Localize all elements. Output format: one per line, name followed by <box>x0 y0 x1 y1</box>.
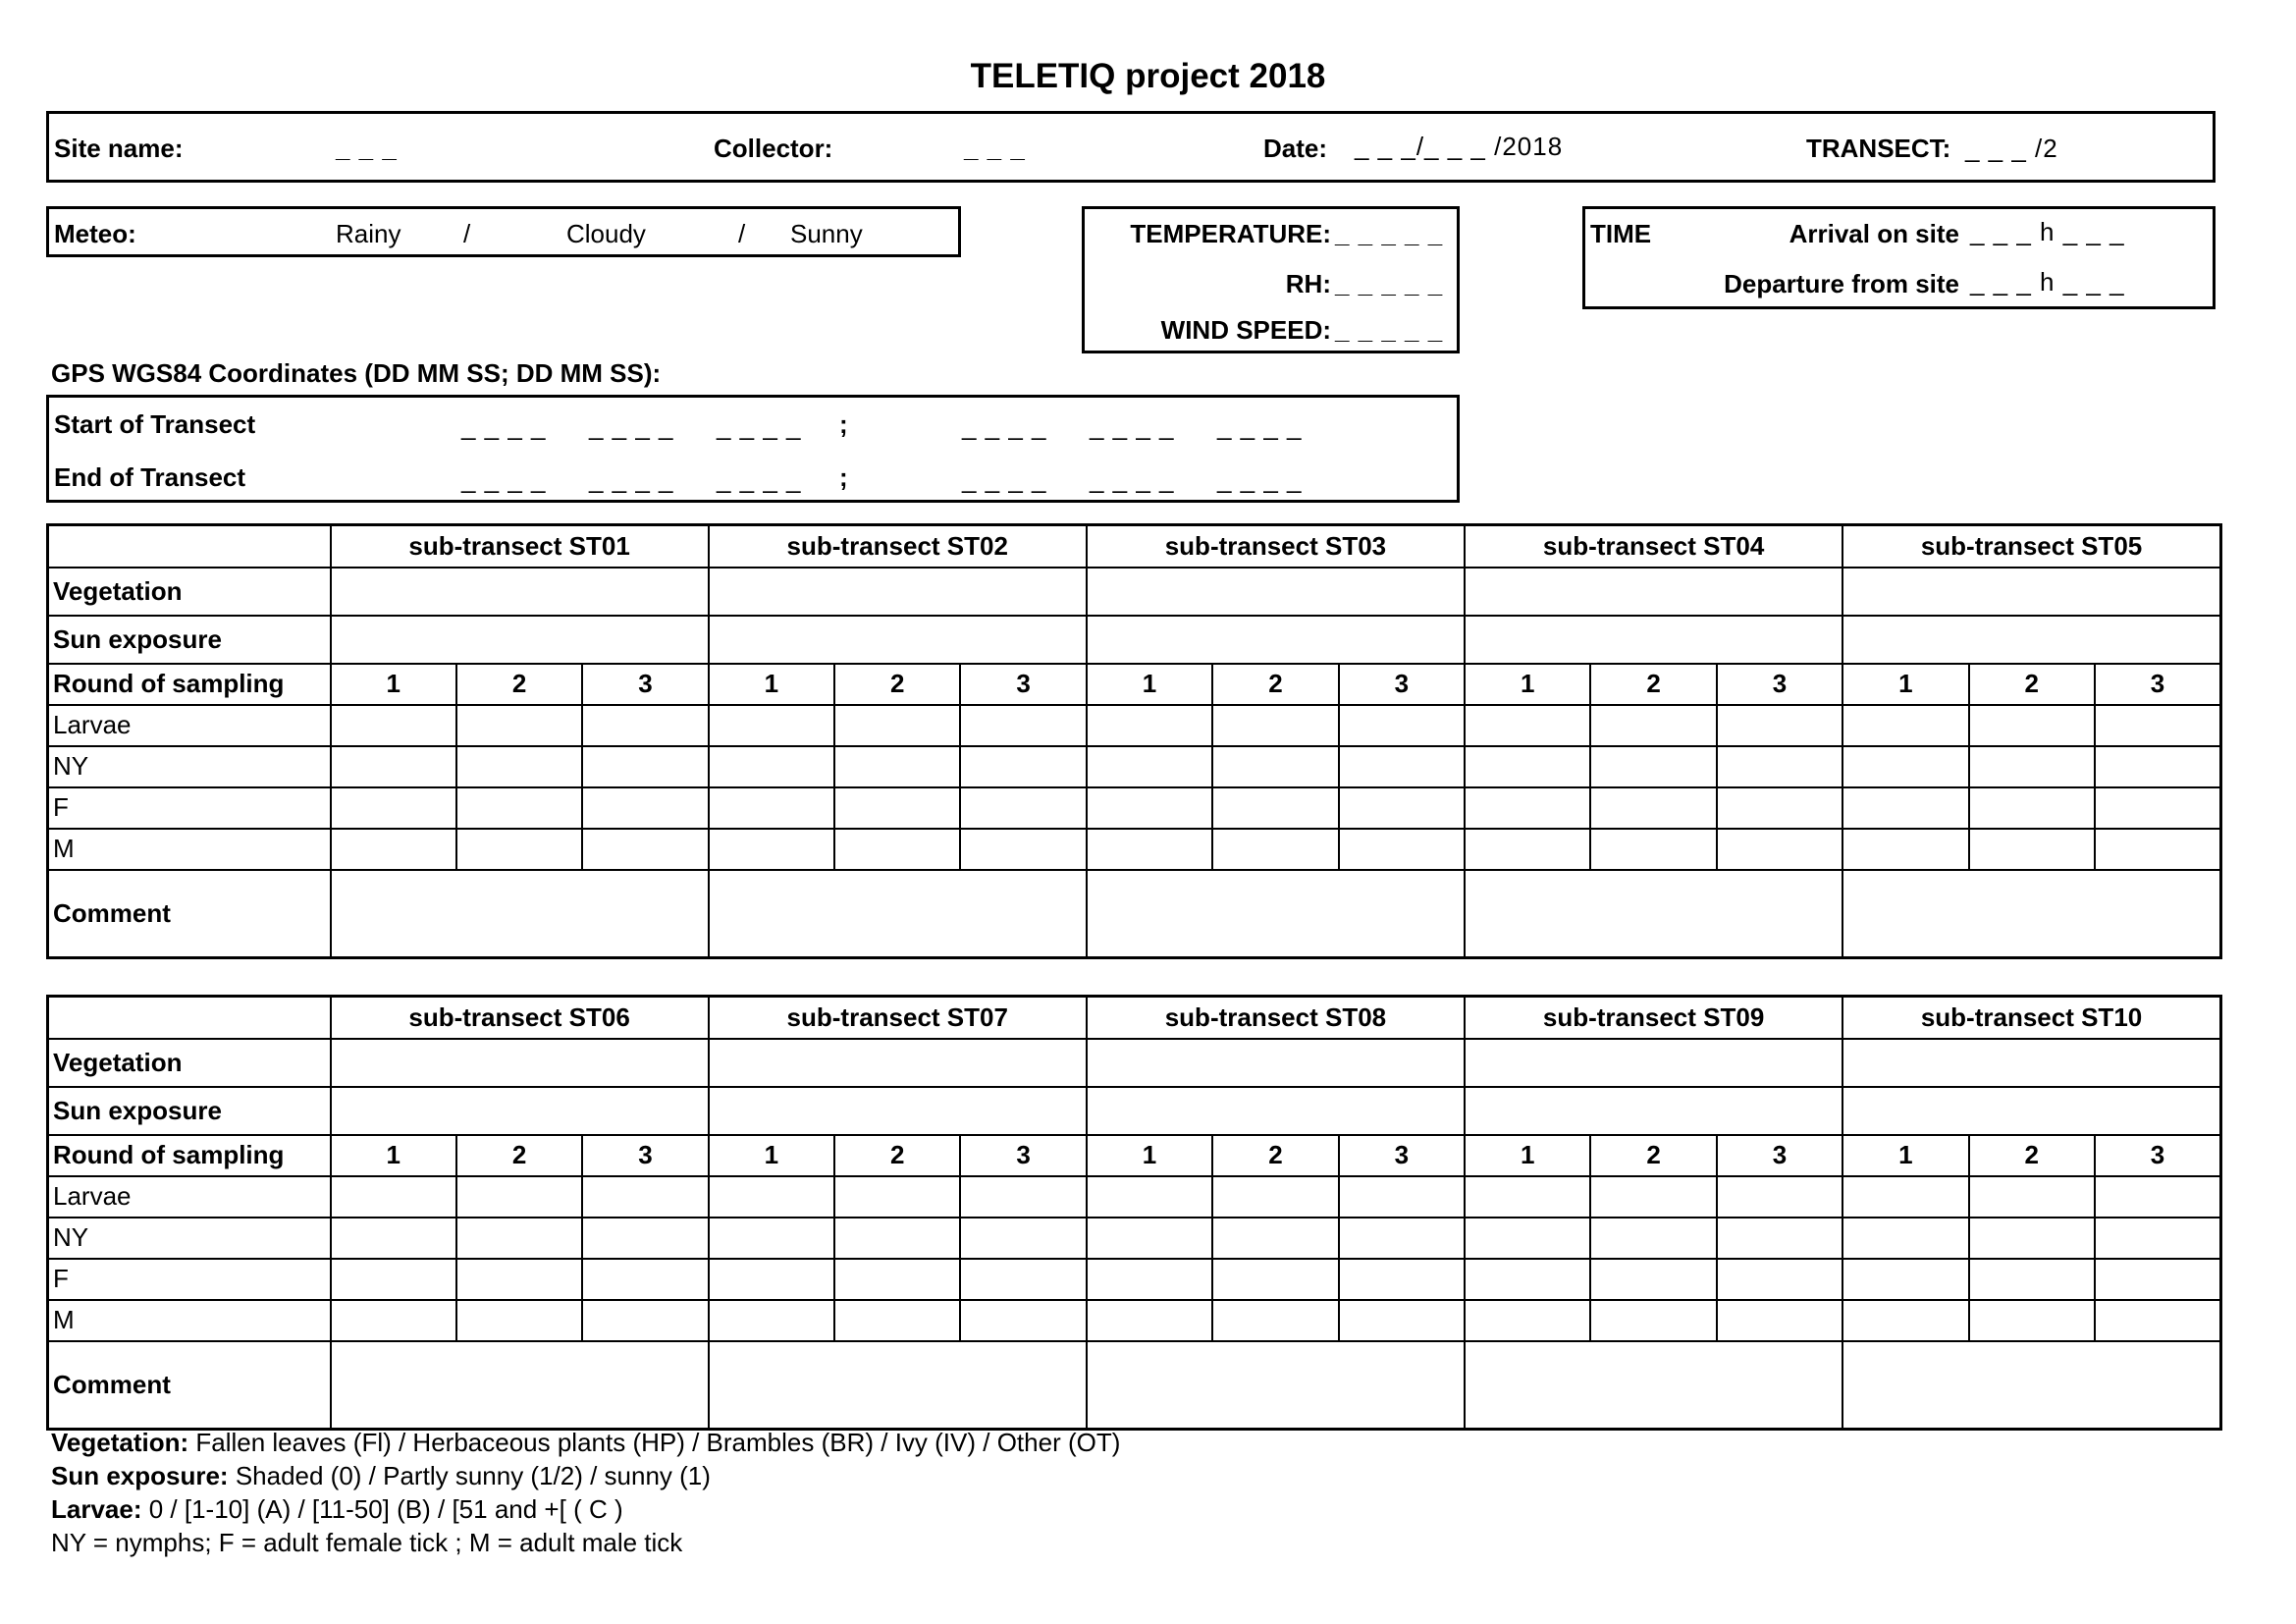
count-cell[interactable] <box>1339 1176 1465 1218</box>
round-number: 1 <box>331 1135 456 1176</box>
count-cell[interactable] <box>960 1176 1086 1218</box>
count-cell[interactable] <box>1465 705 1590 746</box>
round-number: 2 <box>1212 1135 1338 1176</box>
count-cell[interactable] <box>1465 1300 1590 1341</box>
round-number: 2 <box>456 664 582 705</box>
table-corner-cell <box>48 525 331 568</box>
round-number: 2 <box>834 664 960 705</box>
count-cell[interactable] <box>1717 1300 1842 1341</box>
vegetation-cell[interactable] <box>1842 1039 2220 1087</box>
sub-transect-header: sub-transect ST10 <box>1842 997 2220 1039</box>
count-cell[interactable] <box>1212 746 1338 787</box>
sun-exposure-cell[interactable] <box>709 1087 1087 1135</box>
ny-row-label: NY <box>48 746 331 787</box>
count-cell[interactable] <box>582 1259 708 1300</box>
count-cell[interactable] <box>709 1176 834 1218</box>
vegetation-cell[interactable] <box>709 1039 1087 1087</box>
count-cell[interactable] <box>1969 829 2095 870</box>
count-cell[interactable] <box>1465 746 1590 787</box>
count-cell[interactable] <box>1969 1176 2095 1218</box>
round-number: 3 <box>1339 1135 1465 1176</box>
comment-row-label: Comment <box>48 870 331 958</box>
count-cell[interactable] <box>960 829 1086 870</box>
comment-cell[interactable] <box>331 870 709 958</box>
start-lon-sec[interactable]: _ _ _ _ <box>1217 411 1303 441</box>
coord-separator: ; <box>839 409 848 439</box>
count-cell[interactable] <box>456 1218 582 1259</box>
count-cell[interactable] <box>709 705 834 746</box>
count-cell[interactable] <box>1087 1300 1212 1341</box>
comment-cell[interactable] <box>1087 1341 1465 1430</box>
sub-transect-header: sub-transect ST04 <box>1465 525 1842 568</box>
count-cell[interactable] <box>1969 705 2095 746</box>
sun-exposure-cell[interactable] <box>331 1087 709 1135</box>
count-cell[interactable] <box>331 705 456 746</box>
vegetation-cell[interactable] <box>1842 568 2220 616</box>
comment-cell[interactable] <box>709 870 1087 958</box>
count-cell[interactable] <box>2095 1300 2220 1341</box>
larvae-row-label: Larvae <box>48 705 331 746</box>
round-number: 3 <box>582 664 708 705</box>
count-cell[interactable] <box>1969 1300 2095 1341</box>
sun-exposure-cell[interactable] <box>1087 616 1465 664</box>
sun-exposure-cell[interactable] <box>1842 616 2220 664</box>
comment-cell[interactable] <box>331 1341 709 1430</box>
end-lon-min[interactable]: _ _ _ _ <box>1090 464 1175 494</box>
round-number: 3 <box>2095 664 2220 705</box>
sun-exposure-cell[interactable] <box>331 616 709 664</box>
rh-field[interactable]: _ _ _ _ _ <box>1335 269 1444 298</box>
count-cell[interactable] <box>2095 1259 2220 1300</box>
coord-separator: ; <box>839 462 848 492</box>
count-cell[interactable] <box>331 746 456 787</box>
round-number: 2 <box>1212 664 1338 705</box>
count-cell[interactable] <box>1969 746 2095 787</box>
sub-transect-header: sub-transect ST02 <box>709 525 1087 568</box>
legend-larvae: Larvae: 0 / [1-10] (A) / [11-50] (B) / [51 and +[ ( C ) <box>51 1494 623 1524</box>
count-cell[interactable] <box>1465 1176 1590 1218</box>
meteo-option-rainy[interactable]: Rainy <box>336 219 401 248</box>
date-label: Date: <box>1263 134 1328 163</box>
table-corner-cell <box>48 997 331 1039</box>
count-cell[interactable] <box>1212 787 1338 829</box>
count-cell[interactable] <box>1212 705 1338 746</box>
round-number: 2 <box>1590 1135 1716 1176</box>
count-cell[interactable] <box>1212 1300 1338 1341</box>
count-cell[interactable] <box>582 1176 708 1218</box>
sub-transect-header: sub-transect ST06 <box>331 997 709 1039</box>
count-cell[interactable] <box>1717 705 1842 746</box>
count-cell[interactable] <box>1212 1176 1338 1218</box>
round-number: 1 <box>709 1135 834 1176</box>
legend-vegetation: Vegetation: Fallen leaves (Fl) / Herbaceous plants (HP) / Brambles (BR) / Ivy (IV) / Other (OT) <box>51 1428 1121 1457</box>
count-cell[interactable] <box>1465 829 1590 870</box>
sub-transect-header: sub-transect ST07 <box>709 997 1087 1039</box>
round-number: 3 <box>582 1135 708 1176</box>
sub-transect-header: sub-transect ST09 <box>1465 997 1842 1039</box>
count-cell[interactable] <box>1339 1300 1465 1341</box>
comment-cell[interactable] <box>1465 1341 1842 1430</box>
sun-exposure-cell[interactable] <box>1087 1087 1465 1135</box>
f-row-label: F <box>48 787 331 829</box>
count-cell[interactable] <box>1590 1259 1716 1300</box>
time-label: TIME <box>1590 219 1652 248</box>
count-cell[interactable] <box>1212 1259 1338 1300</box>
count-cell[interactable] <box>834 746 960 787</box>
vegetation-cell[interactable] <box>331 1039 709 1087</box>
count-cell[interactable] <box>1842 705 1968 746</box>
count-cell[interactable] <box>582 705 708 746</box>
wind-speed-label: WIND SPEED: <box>1160 315 1331 345</box>
count-cell[interactable] <box>331 829 456 870</box>
round-number: 1 <box>331 664 456 705</box>
count-cell[interactable] <box>1717 1176 1842 1218</box>
header-box <box>46 111 2216 183</box>
count-cell[interactable] <box>1717 787 1842 829</box>
round-number: 1 <box>1842 664 1968 705</box>
count-cell[interactable] <box>1339 787 1465 829</box>
start-of-transect-label: Start of Transect <box>54 409 256 439</box>
count-cell[interactable] <box>709 1259 834 1300</box>
count-cell[interactable] <box>1339 705 1465 746</box>
start-lon-min[interactable]: _ _ _ _ <box>1090 411 1175 441</box>
site-name-field[interactable]: _ _ _ <box>336 134 398 163</box>
end-of-transect-label: End of Transect <box>54 462 246 492</box>
round-number: 1 <box>1842 1135 1968 1176</box>
sun-exposure-row-label: Sun exposure <box>48 616 331 664</box>
round-number: 3 <box>960 1135 1086 1176</box>
count-cell[interactable] <box>2095 787 2220 829</box>
count-cell[interactable] <box>2095 1218 2220 1259</box>
comment-cell[interactable] <box>1087 870 1465 958</box>
f-row-label: F <box>48 1259 331 1300</box>
count-cell[interactable] <box>582 746 708 787</box>
sub-transect-header: sub-transect ST08 <box>1087 997 1465 1039</box>
gps-heading: GPS WGS84 Coordinates (DD MM SS; DD MM SS): <box>51 358 662 388</box>
count-cell[interactable] <box>1842 1259 1968 1300</box>
end-lat-min[interactable]: _ _ _ _ <box>589 464 674 494</box>
count-cell[interactable] <box>1842 1300 1968 1341</box>
end-lat-sec[interactable]: _ _ _ _ <box>717 464 802 494</box>
round-number: 3 <box>2095 1135 2220 1176</box>
date-field[interactable]: _ _ _/_ _ _ /2018 <box>1355 132 1564 161</box>
count-cell[interactable] <box>1842 787 1968 829</box>
count-cell[interactable] <box>1842 746 1968 787</box>
count-cell[interactable] <box>1717 1259 1842 1300</box>
count-cell[interactable] <box>331 1218 456 1259</box>
count-cell[interactable] <box>709 1218 834 1259</box>
comment-row-label: Comment <box>48 1341 331 1430</box>
count-cell[interactable] <box>834 1259 960 1300</box>
count-cell[interactable] <box>834 1218 960 1259</box>
meteo-option-sunny[interactable]: Sunny <box>790 219 863 248</box>
count-cell[interactable] <box>1969 1259 2095 1300</box>
count-cell[interactable] <box>456 746 582 787</box>
count-cell[interactable] <box>456 1300 582 1341</box>
count-cell[interactable] <box>1087 1176 1212 1218</box>
gps-box <box>46 395 1460 503</box>
vegetation-cell[interactable] <box>331 568 709 616</box>
count-cell[interactable] <box>709 829 834 870</box>
count-cell[interactable] <box>582 787 708 829</box>
count-cell[interactable] <box>960 787 1086 829</box>
vegetation-cell[interactable] <box>709 568 1087 616</box>
vegetation-cell[interactable] <box>1087 568 1465 616</box>
count-cell[interactable] <box>1087 787 1212 829</box>
wind-speed-field[interactable]: _ _ _ _ _ <box>1335 315 1444 345</box>
count-cell[interactable] <box>960 746 1086 787</box>
count-cell[interactable] <box>1717 746 1842 787</box>
count-cell[interactable] <box>582 1300 708 1341</box>
count-cell[interactable] <box>1339 829 1465 870</box>
count-cell[interactable] <box>456 705 582 746</box>
count-cell[interactable] <box>331 1176 456 1218</box>
count-cell[interactable] <box>834 829 960 870</box>
start-lat-min[interactable]: _ _ _ _ <box>589 411 674 441</box>
start-lat-sec[interactable]: _ _ _ _ <box>717 411 802 441</box>
count-cell[interactable] <box>1842 829 1968 870</box>
collector-label: Collector: <box>714 134 833 163</box>
arrival-label: Arrival on site <box>1789 219 1959 248</box>
round-number: 2 <box>1969 664 2095 705</box>
count-cell[interactable] <box>960 1259 1086 1300</box>
round-number: 1 <box>1087 664 1212 705</box>
count-cell[interactable] <box>331 1300 456 1341</box>
larvae-row-label: Larvae <box>48 1176 331 1218</box>
round-of-sampling-label: Round of sampling <box>48 664 331 705</box>
sun-exposure-cell[interactable] <box>709 616 1087 664</box>
count-cell[interactable] <box>1087 1218 1212 1259</box>
sampling-table-1 <box>46 523 2222 959</box>
round-number: 3 <box>1717 1135 1842 1176</box>
count-cell[interactable] <box>1590 705 1716 746</box>
legend-abbreviations: NY = nymphs; F = adult female tick ; M = adult male tick <box>51 1528 683 1557</box>
count-cell[interactable] <box>1212 829 1338 870</box>
round-number: 3 <box>1339 664 1465 705</box>
count-cell[interactable] <box>1339 1218 1465 1259</box>
count-cell[interactable] <box>331 787 456 829</box>
count-cell[interactable] <box>1969 787 2095 829</box>
count-cell[interactable] <box>2095 1176 2220 1218</box>
sub-transect-header: sub-transect ST03 <box>1087 525 1465 568</box>
count-cell[interactable] <box>1590 746 1716 787</box>
count-cell[interactable] <box>1087 705 1212 746</box>
collector-field[interactable]: _ _ _ <box>964 134 1026 163</box>
meteo-separator: / <box>463 219 471 248</box>
count-cell[interactable] <box>456 829 582 870</box>
legend-sun-exposure: Sun exposure: Shaded (0) / Partly sunny (1/2) / sunny (1) <box>51 1461 711 1490</box>
departure-label: Departure from site <box>1724 269 1959 298</box>
sampling-table-2 <box>46 995 2222 1431</box>
count-cell[interactable] <box>1087 746 1212 787</box>
comment-cell[interactable] <box>1842 1341 2220 1430</box>
comment-cell[interactable] <box>709 1341 1087 1430</box>
round-number: 2 <box>834 1135 960 1176</box>
ny-row-label: NY <box>48 1218 331 1259</box>
sun-exposure-cell[interactable] <box>1465 616 1842 664</box>
count-cell[interactable] <box>1590 1218 1716 1259</box>
count-cell[interactable] <box>709 746 834 787</box>
count-cell[interactable] <box>1465 1259 1590 1300</box>
round-number: 3 <box>1717 664 1842 705</box>
count-cell[interactable] <box>709 1300 834 1341</box>
count-cell[interactable] <box>2095 829 2220 870</box>
meteo-box <box>46 206 961 257</box>
sun-exposure-cell[interactable] <box>1842 1087 2220 1135</box>
temperature-field[interactable]: _ _ _ _ _ <box>1335 219 1444 248</box>
start-lat-deg[interactable]: _ _ _ _ <box>461 411 547 441</box>
vegetation-row-label: Vegetation <box>48 1039 331 1087</box>
count-cell[interactable] <box>1842 1176 1968 1218</box>
count-cell[interactable] <box>834 705 960 746</box>
round-of-sampling-label: Round of sampling <box>48 1135 331 1176</box>
count-cell[interactable] <box>1590 1176 1716 1218</box>
count-cell[interactable] <box>960 1300 1086 1341</box>
sun-exposure-cell[interactable] <box>1465 1087 1842 1135</box>
departure-field[interactable]: _ _ _ h _ _ _ <box>1970 267 2125 297</box>
count-cell[interactable] <box>1842 1218 1968 1259</box>
count-cell[interactable] <box>1969 1218 2095 1259</box>
round-number: 2 <box>1969 1135 2095 1176</box>
count-cell[interactable] <box>456 1176 582 1218</box>
count-cell[interactable] <box>1212 1218 1338 1259</box>
vegetation-row-label: Vegetation <box>48 568 331 616</box>
count-cell[interactable] <box>960 705 1086 746</box>
count-cell[interactable] <box>582 829 708 870</box>
vegetation-cell[interactable] <box>1465 1039 1842 1087</box>
arrival-field[interactable]: _ _ _ h _ _ _ <box>1970 217 2125 246</box>
count-cell[interactable] <box>1339 746 1465 787</box>
round-number: 3 <box>960 664 1086 705</box>
round-number: 1 <box>1087 1135 1212 1176</box>
sub-transect-header: sub-transect ST01 <box>331 525 709 568</box>
vegetation-cell[interactable] <box>1465 568 1842 616</box>
sun-exposure-row-label: Sun exposure <box>48 1087 331 1135</box>
round-number: 1 <box>1465 1135 1590 1176</box>
count-cell[interactable] <box>709 787 834 829</box>
end-lon-sec[interactable]: _ _ _ _ <box>1217 464 1303 494</box>
round-number: 2 <box>456 1135 582 1176</box>
count-cell[interactable] <box>1465 1218 1590 1259</box>
m-row-label: M <box>48 1300 331 1341</box>
meteo-label: Meteo: <box>54 219 136 248</box>
vegetation-cell[interactable] <box>1087 1039 1465 1087</box>
rh-label: RH: <box>1285 269 1331 298</box>
count-cell[interactable] <box>331 1259 456 1300</box>
count-cell[interactable] <box>1590 829 1716 870</box>
count-cell[interactable] <box>1339 1259 1465 1300</box>
time-box <box>1582 206 2216 309</box>
end-lat-deg[interactable]: _ _ _ _ <box>461 464 547 494</box>
round-number: 2 <box>1590 664 1716 705</box>
start-lon-deg[interactable]: _ _ _ _ <box>962 411 1047 441</box>
site-name-label: Site name: <box>54 134 184 163</box>
comment-cell[interactable] <box>1465 870 1842 958</box>
sub-transect-header: sub-transect ST05 <box>1842 525 2220 568</box>
count-cell[interactable] <box>1590 1300 1716 1341</box>
count-cell[interactable] <box>582 1218 708 1259</box>
page-title: TELETIQ project 2018 <box>970 57 1326 95</box>
count-cell[interactable] <box>2095 746 2220 787</box>
meteo-option-cloudy[interactable]: Cloudy <box>566 219 646 248</box>
round-number: 1 <box>709 664 834 705</box>
count-cell[interactable] <box>834 1300 960 1341</box>
count-cell[interactable] <box>1717 1218 1842 1259</box>
temperature-label: TEMPERATURE: <box>1130 219 1331 248</box>
transect-label: TRANSECT: <box>1806 134 1951 163</box>
transect-field[interactable]: _ _ _ /2 <box>1965 134 2058 163</box>
count-cell[interactable] <box>834 787 960 829</box>
conditions-box <box>1082 206 1460 353</box>
count-cell[interactable] <box>456 1259 582 1300</box>
round-number: 1 <box>1465 664 1590 705</box>
count-cell[interactable] <box>1087 1259 1212 1300</box>
count-cell[interactable] <box>1717 829 1842 870</box>
meteo-separator: / <box>738 219 746 248</box>
count-cell[interactable] <box>1087 829 1212 870</box>
end-lon-deg[interactable]: _ _ _ _ <box>962 464 1047 494</box>
count-cell[interactable] <box>1465 787 1590 829</box>
count-cell[interactable] <box>2095 705 2220 746</box>
m-row-label: M <box>48 829 331 870</box>
count-cell[interactable] <box>1590 787 1716 829</box>
count-cell[interactable] <box>834 1176 960 1218</box>
legend <box>51 1426 1120 1559</box>
comment-cell[interactable] <box>1842 870 2220 958</box>
count-cell[interactable] <box>456 787 582 829</box>
count-cell[interactable] <box>960 1218 1086 1259</box>
